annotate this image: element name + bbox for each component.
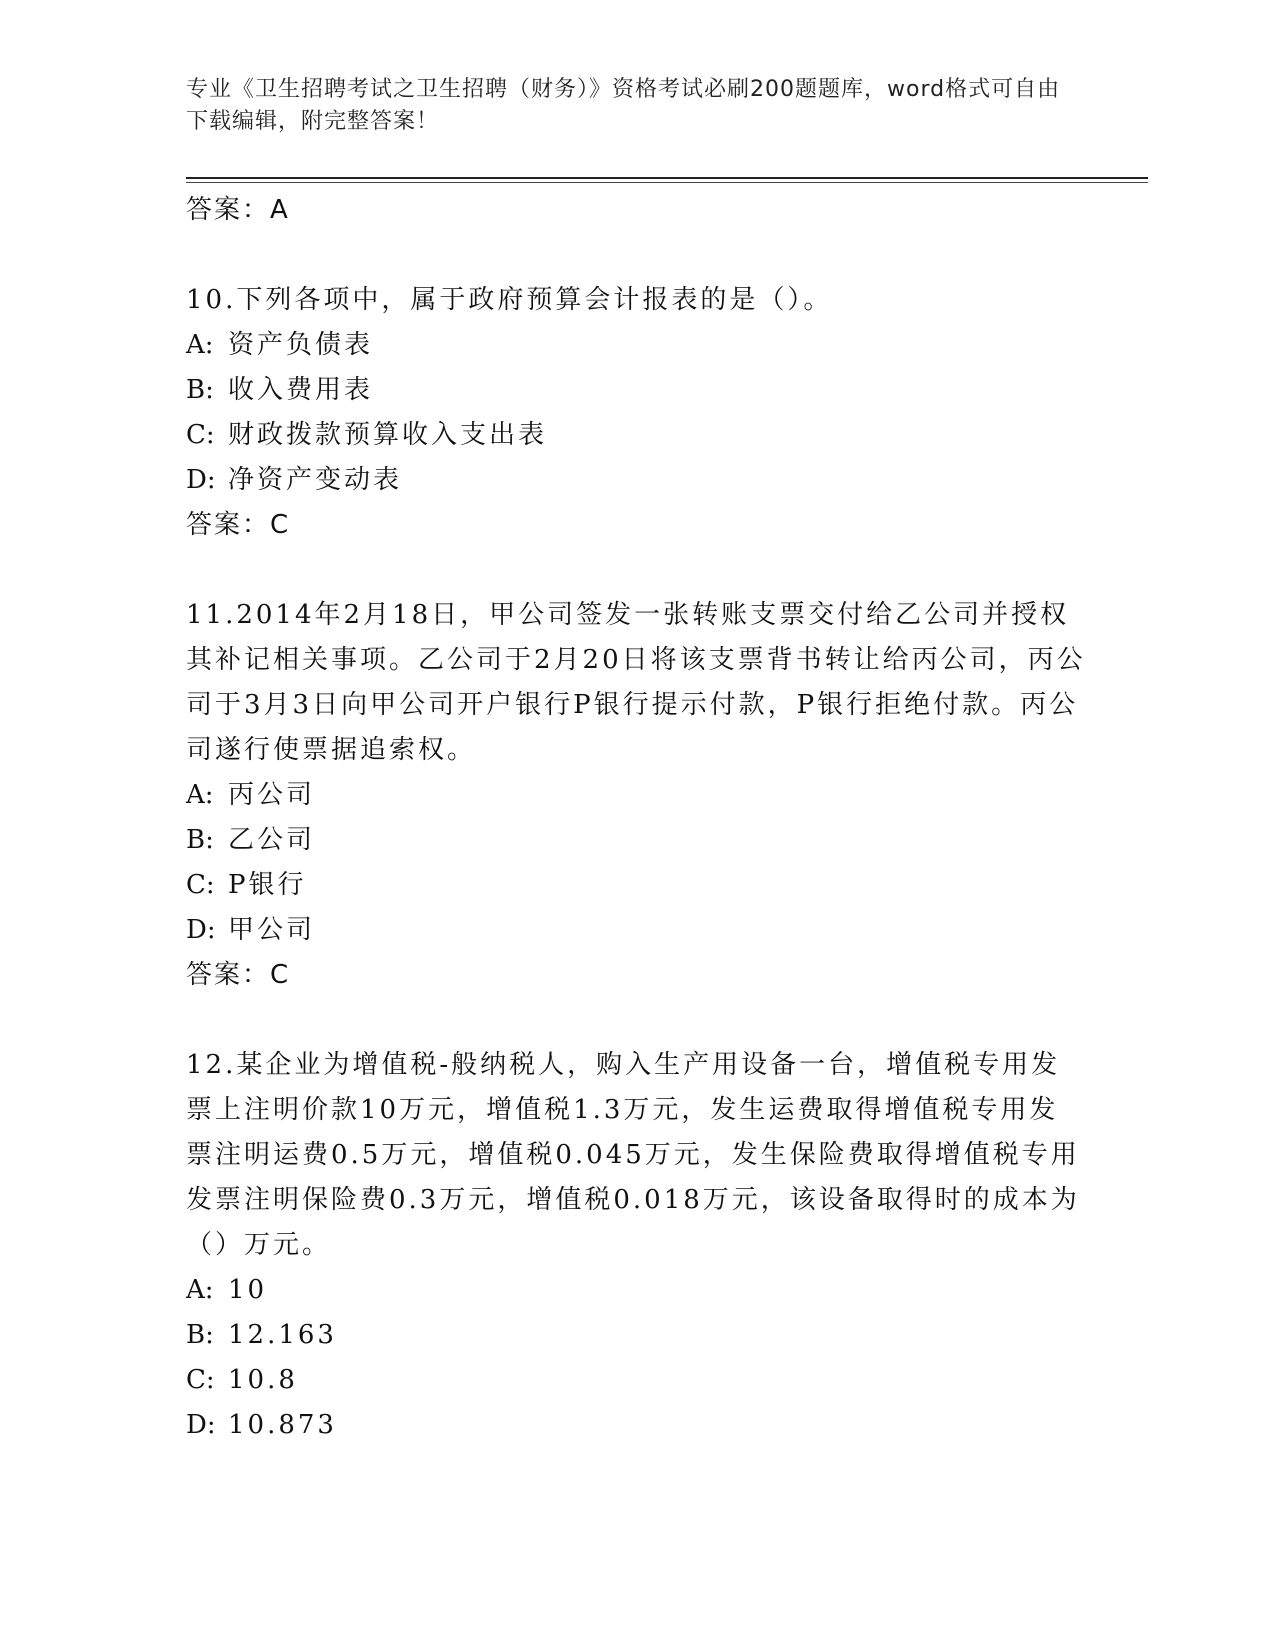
option-a [186, 773, 1086, 818]
option-text: 丙公司 [228, 780, 316, 810]
option-key: B: [186, 1320, 214, 1350]
option-key: C: [186, 870, 215, 900]
option-key: D: [186, 465, 216, 495]
option-b [186, 1313, 1086, 1358]
option-key: C: [186, 420, 215, 450]
spacer [186, 548, 1086, 593]
previous-answer: 答案：A [186, 195, 290, 225]
option-b [186, 818, 1086, 863]
spacer [186, 998, 1086, 1043]
option-d [186, 458, 1086, 503]
option-key: D: [186, 1410, 216, 1440]
option-key: B: [186, 825, 214, 855]
answer-line: 答案：C [186, 960, 291, 990]
header-divider [186, 177, 1148, 179]
question-text: 11.2014年2月18日，甲公司签发一张转账支票交付给乙公司并授权其补记相关事项。乙公司于2月20日将该支票背书转让给丙公司，丙公司于3月3日向甲公司开户银行P银行提示付款，P银行拒绝付款。丙公司遂行使票据追索权。 [186, 600, 1086, 765]
option-text: P银行 [228, 870, 307, 900]
option-text: 净资产变动表 [228, 465, 403, 495]
option-key: A: [186, 780, 214, 810]
question-block [186, 278, 1086, 548]
option-key: C: [186, 1365, 215, 1395]
option-text: 甲公司 [228, 915, 316, 945]
header-divider-thin [186, 182, 1148, 183]
option-text: 12.163 [228, 1320, 337, 1350]
option-c [186, 413, 1086, 458]
answer-line: 答案：C [186, 510, 291, 540]
option-text: 10.8 [228, 1365, 298, 1395]
question-block [186, 1043, 1086, 1448]
option-b [186, 368, 1086, 413]
option-c [186, 863, 1086, 908]
option-text: 收入费用表 [228, 375, 374, 405]
option-key: B: [186, 375, 214, 405]
option-text: 10 [228, 1275, 268, 1305]
page-header: 专业《卫生招聘考试之卫生招聘（财务）》资格考试必刷200题题库，word格式可自由下载编辑，附完整答案！ [186, 77, 1061, 134]
option-d [186, 908, 1086, 953]
option-c [186, 1358, 1086, 1403]
option-text: 10.873 [228, 1410, 337, 1440]
option-text: 财政拨款预算收入支出表 [228, 420, 548, 450]
option-text: 资产负债表 [228, 330, 374, 360]
option-a [186, 1268, 1086, 1313]
question-text: 10.下列各项中，属于政府预算会计报表的是（）。 [186, 285, 833, 315]
option-key: A: [186, 1275, 214, 1305]
question-text: 12.某企业为增值税-般纳税人，购入生产用设备一台，增值税专用发票上注明价款10万元，增值税1.3万元，发生运费取得增值税专用发票注明运费0.5万元，增值税0.045万元，发生保险费取得增值税专用发票注明保险费0.3万元，增值税0.018万元，该设备取得时的成本为（）万元。 [186, 1050, 1080, 1260]
question-content [186, 188, 1086, 1448]
option-key: A: [186, 330, 214, 360]
option-key: D: [186, 915, 216, 945]
option-d [186, 1403, 1086, 1448]
option-a [186, 323, 1086, 368]
option-text: 乙公司 [228, 825, 316, 855]
spacer [186, 233, 1086, 278]
question-block [186, 593, 1086, 998]
